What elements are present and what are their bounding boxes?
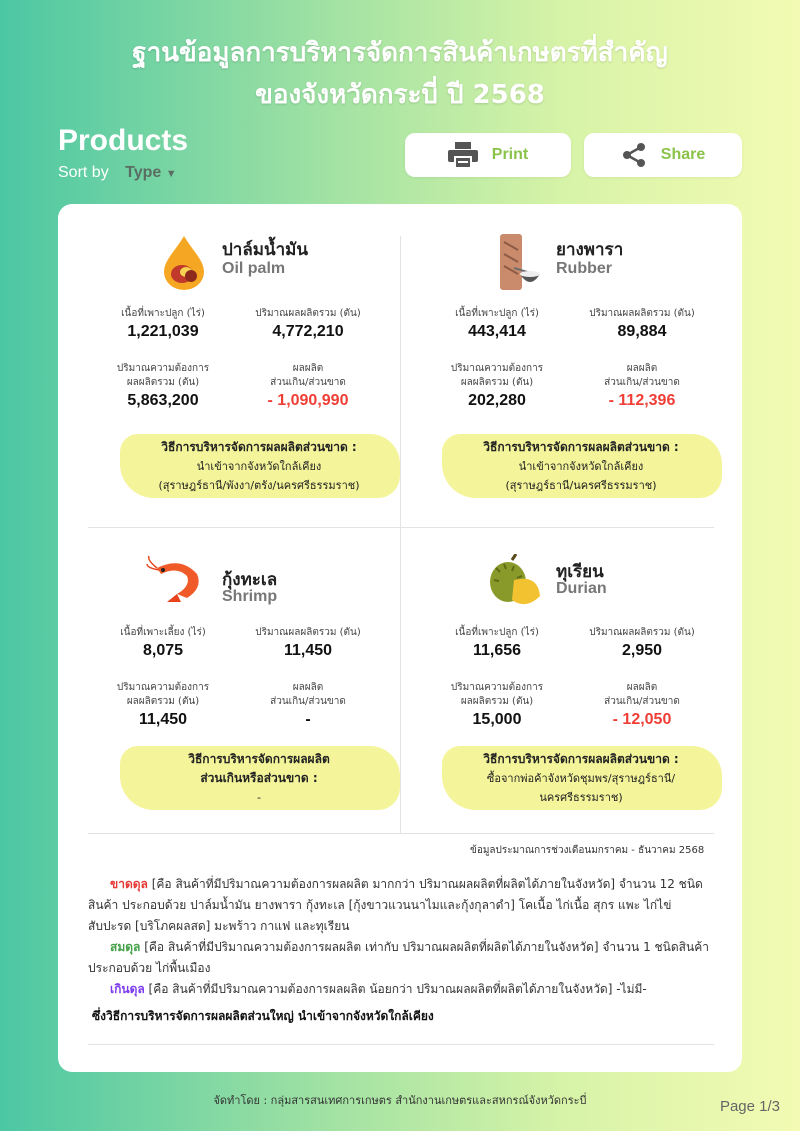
planted-area-label: เนื้อที่เพาะเลี้ยง (ไร่)	[120, 627, 206, 638]
footer-credit: จัดทำโดย : กลุ่มสารสนเทศการเกษตร สำนักงานเกษตรและสหกรณ์จังหวัดกระบี่	[213, 1094, 587, 1107]
product-name-th: ยางพารา	[556, 240, 624, 260]
planted-area-value: 8,075	[142, 642, 184, 659]
total-output-label: ปริมาณผลผลิตรวม (ตัน)	[589, 308, 695, 319]
balance-label: ส่วนเกิน/ส่วนขาด	[270, 696, 346, 707]
demand	[422, 681, 572, 729]
balance-label: ส่วนเกิน/ส่วนขาด	[270, 377, 346, 388]
shrimp-icon	[140, 554, 210, 610]
demand-label: ผลผลิตรวม (ตัน)	[460, 696, 534, 707]
demand-label: ผลผลิตรวม (ตัน)	[126, 696, 200, 707]
balance-value: - 1,090,990	[267, 392, 349, 409]
share-label: Share	[660, 146, 706, 163]
planted-area	[422, 307, 572, 341]
product-card-oil-palm	[88, 234, 388, 524]
product-card-durian	[422, 554, 722, 824]
planted-area-label: เนื้อที่เพาะปลูก (ไร่)	[455, 627, 539, 638]
planted-area-label: เนื้อที่เพาะปลูก (ไร่)	[455, 308, 539, 319]
product-name-th: ทุเรียน	[556, 562, 604, 582]
product-name-th: ปาล์มน้ำมัน	[222, 240, 308, 260]
planted-area	[422, 626, 572, 660]
legend-deficit	[88, 874, 718, 937]
printer-icon	[448, 142, 478, 168]
deficit-text: [คือ สินค้าที่มีปริมาณความต้องการผลผลิต มากกว่า ปริมาณผลผลิตที่ผลิตได้ภายในจังหวัด] จำนวน 12 ชนิดสินค้า ประกอบด้วย ปาล์มน้ำมัน ยางพารา กุ้งทะเล [กุ้งขาวแวนนาไมและกุ้งกุลาดำ] โคเนื้อ ไก่เนื้อ สุกร แพะ ไก่ไข่ สับปะรด [บริโภคผลสด] มะพร้าว กาแฟ และทุเรียน	[88, 877, 703, 933]
balance-value: -	[305, 711, 311, 728]
total-output	[567, 626, 717, 660]
sort-by	[58, 164, 177, 182]
total-output-value: 89,884	[617, 323, 667, 340]
page-title	[0, 32, 800, 116]
divider	[88, 527, 714, 528]
balance-label: ผลผลิต	[626, 682, 658, 693]
management-line: ซื้อจากพ่อค้าจังหวัดชุมพร/สุราษฎร์ธานี/	[486, 772, 676, 785]
divider	[400, 236, 401, 834]
page-number: Page 1/3	[719, 1098, 780, 1115]
product-name-en: Durian	[556, 580, 607, 597]
product-name-en: Rubber	[556, 260, 612, 277]
legend-surplus	[88, 979, 718, 1000]
divider	[88, 1044, 714, 1045]
balance-label: ผลผลิต	[292, 363, 324, 374]
legend-summary: ซึ่งวิธีการบริหารจัดการผลผลิตส่วนใหญ่ นำเข้าจากจังหวัดใกล้เคียง	[92, 1009, 434, 1023]
management-box	[452, 438, 710, 495]
balanced-text: [คือ สินค้าที่มีปริมาณความต้องการผลผลิต เท่ากับ ปริมาณผลผลิตที่ผลิตได้ภายในจังหวัด] จำนวน 1 ชนิดสินค้า ประกอบด้วย ไก่พื้นเมือง	[88, 940, 709, 975]
total-output-value: 4,772,210	[272, 323, 344, 340]
demand	[88, 362, 238, 410]
planted-area-value: 443,414	[468, 323, 526, 340]
balance-label: ผลผลิต	[626, 363, 658, 374]
demand	[422, 362, 572, 410]
balance-label: ส่วนเกิน/ส่วนขาด	[604, 377, 680, 388]
surplus-key: เกินดุล	[110, 982, 145, 996]
planted-area-label: เนื้อที่เพาะปลูก (ไร่)	[121, 308, 205, 319]
print-button[interactable]	[405, 133, 571, 177]
management-box	[130, 750, 388, 807]
product-name-en: Oil palm	[222, 260, 286, 277]
balance-value: - 12,050	[612, 711, 672, 728]
planted-area-value: 11,656	[472, 642, 522, 659]
print-label: Print	[491, 146, 529, 163]
planted-area-value: 1,221,039	[127, 323, 199, 340]
oil-palm-icon	[156, 234, 212, 290]
total-output-value: 2,950	[621, 642, 663, 659]
balance	[233, 681, 383, 729]
balance	[567, 681, 717, 729]
chevron-down-icon: ▼	[165, 168, 177, 180]
balance-label: ส่วนเกิน/ส่วนขาด	[604, 696, 680, 707]
total-output-label: ปริมาณผลผลิตรวม (ตัน)	[589, 627, 695, 638]
management-line: นำเข้าจากจังหวัดใกล้เคียง	[196, 460, 322, 473]
rubber-tree-icon	[490, 234, 546, 290]
durian-icon	[484, 554, 544, 610]
share-button[interactable]	[584, 133, 742, 177]
management-title: วิธีการบริหารจัดการผลผลิตส่วนขาด :	[483, 440, 679, 454]
management-line: -	[257, 791, 261, 804]
sort-type-value: Type	[125, 164, 162, 181]
balance-label: ผลผลิต	[292, 682, 324, 693]
management-line: ส่วนเกินหรือส่วนขาด :	[200, 771, 318, 785]
legend-balanced	[88, 937, 718, 979]
product-name-th: กุ้งทะเล	[222, 570, 278, 590]
divider	[88, 833, 714, 834]
demand-value: 15,000	[472, 711, 522, 728]
management-line: นำเข้าจากจังหวัดใกล้เคียง	[518, 460, 644, 473]
planted-area	[88, 307, 238, 341]
demand-value: 11,450	[138, 711, 188, 728]
demand-value: 202,280	[468, 392, 526, 409]
balanced-key: สมดุล	[110, 940, 141, 954]
management-title: วิธีการบริหารจัดการผลผลิตส่วนขาด :	[483, 752, 679, 766]
management-title: วิธีการบริหารจัดการผลผลิต	[188, 752, 330, 766]
management-box	[452, 750, 710, 807]
demand-value: 5,863,200	[127, 392, 199, 409]
product-card-rubber	[422, 234, 722, 524]
title-line-1: ฐานข้อมูลการบริหารจัดการสินค้าเกษตรที่สำคัญ	[132, 38, 668, 68]
total-output-label: ปริมาณผลผลิตรวม (ตัน)	[255, 308, 361, 319]
product-card-shrimp	[88, 554, 388, 824]
product-name-en: Shrimp	[222, 588, 278, 605]
management-line: (สุราษฎร์ธานี/พังงา/ตรัง/นครศรีธรรมราช)	[158, 479, 360, 492]
demand-label: ผลผลิตรวม (ตัน)	[460, 377, 534, 388]
sort-by-label: Sort by	[58, 164, 109, 181]
management-title: วิธีการบริหารจัดการผลผลิตส่วนขาด :	[161, 440, 357, 454]
demand	[88, 681, 238, 729]
title-line-2: ของจังหวัดกระบี่ ปี 2568	[255, 80, 545, 110]
total-output-value: 11,450	[283, 642, 333, 659]
planted-area	[88, 626, 238, 660]
deficit-key: ขาดดุล	[110, 877, 148, 891]
demand-label: ปริมาณความต้องการ	[116, 363, 210, 374]
balance-value: - 112,396	[608, 392, 676, 409]
management-line: (สุราษฎร์ธานี/นครศรีธรรมราช)	[505, 479, 657, 492]
demand-label: ปริมาณความต้องการ	[116, 682, 210, 693]
data-period-note: ข้อมูลประมาณการช่วงเดือนมกราคม - ธันวาคม 2568	[470, 845, 705, 856]
balance	[233, 362, 383, 410]
demand-label: ปริมาณความต้องการ	[450, 682, 544, 693]
balance	[567, 362, 717, 410]
share-icon	[621, 142, 647, 168]
demand-label: ปริมาณความต้องการ	[450, 363, 544, 374]
sort-type-dropdown[interactable]	[125, 164, 177, 181]
management-box	[130, 438, 388, 495]
demand-label: ผลผลิตรวม (ตัน)	[126, 377, 200, 388]
surplus-text: [คือ สินค้าที่มีปริมาณความต้องการผลผลิต น้อยกว่า ปริมาณผลผลิตที่ผลิตได้ภายในจังหวัด] -ไม่มี-	[148, 982, 647, 996]
total-output	[567, 307, 717, 341]
legend	[88, 874, 718, 1027]
total-output-label: ปริมาณผลผลิตรวม (ตัน)	[255, 627, 361, 638]
management-line: นครศรีธรรมราช)	[539, 791, 623, 804]
total-output	[233, 626, 383, 660]
total-output	[233, 307, 383, 341]
products-heading: Products	[58, 124, 189, 157]
